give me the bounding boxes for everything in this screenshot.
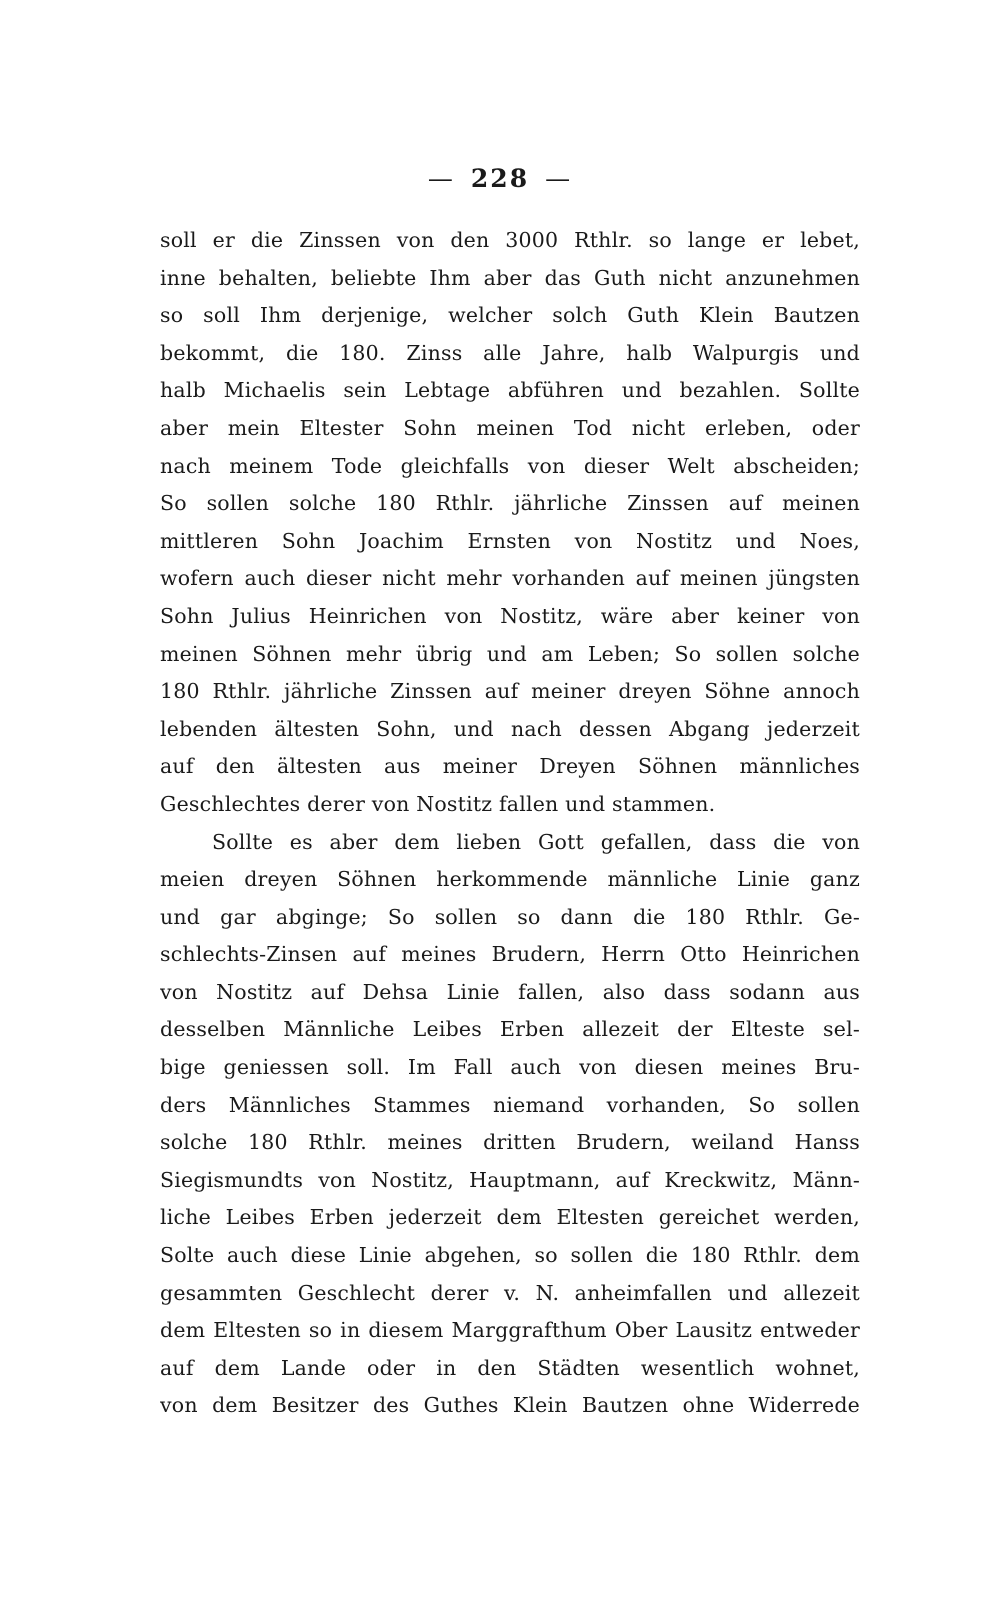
text-line: lebenden ältesten Sohn, und nach dessen Abgang jederzeit	[160, 716, 860, 741]
text-line: Geschlechtes derer von Nostitz fallen und stammen.	[160, 791, 716, 816]
text-line: gesammten Geschlecht derer v. N. anheimfallen und allezeit	[160, 1280, 860, 1305]
page-number-header	[0, 164, 1000, 193]
text-line: halb Michaelis sein Lebtage abführen und bezahlen. Sollte	[160, 378, 860, 403]
text-line: bige geniessen soll. Im Fall auch von diesen meines Bru-	[160, 1055, 860, 1080]
text-line: soll er die Zinssen von den 3000 Rthlr. so lange er lebet,	[160, 228, 860, 252]
text-line: Siegismundts von Nostitz, Hauptmann, auf Kreckwitz, Männ-	[160, 1167, 860, 1192]
text-line: ders Männliches Stammes niemand vorhanden, So sollen	[160, 1092, 860, 1117]
text-line: auf den ältesten aus meiner Dreyen Söhnen männliches	[160, 754, 860, 779]
text-line: schlechts-Zinsen auf meines Brudern, Herrn Otto Heinrichen	[160, 942, 860, 967]
page-number: 228	[470, 164, 530, 193]
text-line: aber mein Eltester Sohn meinen Tod nicht erleben, oder	[160, 415, 860, 440]
text-line: Sohn Julius Heinrichen von Nostitz, wäre aber keiner von	[160, 603, 860, 628]
dash-left: —	[427, 164, 455, 193]
text-line: desselben Männliche Leibes Erben allezeit der Elteste sel-	[160, 1017, 860, 1042]
text-line: Solte auch diese Linie abgehen, so sollen die 180 Rthlr. dem	[160, 1243, 860, 1268]
text-line: so soll Ihm derjenige, welcher solch Guth Klein Bautzen	[160, 303, 860, 328]
text-line: auf dem Lande oder in den Städten wesentlich wohnet,	[160, 1355, 860, 1380]
text-line: So sollen solche 180 Rthlr. jährliche Zinssen auf meinen	[160, 491, 860, 516]
text-line: liche Leibes Erben jederzeit dem Eltesten gereichet werden,	[160, 1205, 860, 1230]
text-line: meinen Söhnen mehr übrig und am Leben; So sollen solche	[160, 641, 860, 666]
text-line: Sollte es aber dem lieben Gott gefallen, dass die von	[212, 829, 860, 854]
text-line: von dem Besitzer des Guthes Klein Bautzen ohne Widerrede	[160, 1393, 860, 1418]
text-line: dem Eltesten so in diesem Marggrafthum Ober Lausitz entweder	[160, 1318, 860, 1343]
dash-right: —	[545, 164, 573, 193]
text-line: meien dreyen Söhnen herkommende männliche Linie ganz	[160, 867, 860, 892]
text-line: 180 Rthlr. jährliche Zinssen auf meiner dreyen Söhne annoch	[160, 679, 860, 704]
text-line: wofern auch dieser nicht mehr vorhanden auf meinen jüngsten	[160, 566, 860, 591]
text-line: mittleren Sohn Joachim Ernsten von Nostitz und Noes,	[160, 528, 860, 553]
text-line: solche 180 Rthlr. meines dritten Brudern, weiland Hanss	[160, 1130, 860, 1155]
body-text	[160, 222, 860, 1425]
text-line: nach meinem Tode gleichfalls von dieser Welt abscheiden;	[160, 453, 860, 478]
text-line: und gar abginge; So sollen so dann die 180 Rthlr. Ge-	[160, 904, 860, 929]
text-line: von Nostitz auf Dehsa Linie fallen, also dass sodann aus	[160, 979, 860, 1004]
text-line: bekommt, die 180. Zinss alle Jahre, halb Walpurgis und	[160, 340, 860, 365]
text-line: inne behalten, beliebte Ihm aber das Guth nicht anzunehmen	[160, 265, 860, 290]
